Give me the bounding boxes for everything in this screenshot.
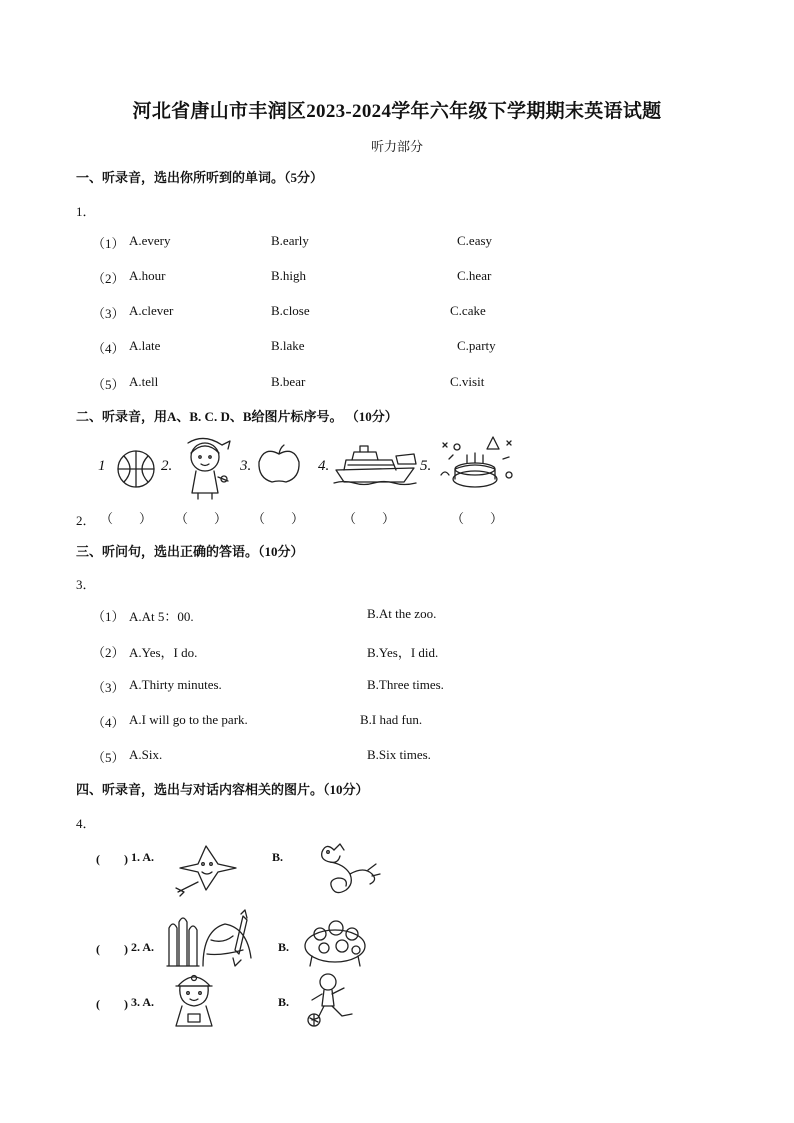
part3-item-number: （4）	[92, 715, 125, 730]
part3-option-b[interactable]: B.I had fun.	[360, 712, 423, 727]
part3-option-a[interactable]: A.Thirty minutes.	[129, 677, 222, 692]
part1-option-b[interactable]: B.lake	[271, 338, 305, 353]
ship-icon	[334, 444, 418, 484]
basketball-icon	[116, 449, 156, 489]
part3-heading: 三、听问句，选出正确的答语。（10分）	[76, 544, 304, 559]
part1-question-number: 1．	[76, 204, 96, 219]
picture-number: 2.	[161, 458, 173, 474]
football-boy-icon	[304, 972, 360, 1028]
answer-blank[interactable]: （ ）	[175, 511, 228, 526]
dragon-icon	[318, 840, 382, 898]
food-table-icon	[302, 916, 368, 966]
part2-heading: 二、听录音，用A、B. C. D、B给图片标序号。 （10分）	[76, 409, 398, 424]
part1-option-c[interactable]: C.visit	[450, 374, 485, 389]
picture-number: 3.	[240, 458, 252, 474]
part3-question-number: 3．	[76, 577, 96, 592]
part1-item-number: （3）	[92, 306, 125, 321]
answer-paren[interactable]: ( )	[96, 852, 128, 866]
answer-paren[interactable]: ( )	[96, 942, 128, 956]
picture-number: 5.	[420, 458, 432, 474]
part1-option-b[interactable]: B.high	[271, 268, 307, 283]
soldier-icon	[172, 970, 216, 1028]
picture-number: 4.	[318, 458, 330, 474]
part3-option-a[interactable]: A.Six.	[129, 747, 163, 762]
option-a-label: 1. A.	[131, 850, 155, 864]
part3-option-a[interactable]: A.I will go to the park.	[129, 712, 248, 727]
answer-blank[interactable]: （ ）	[451, 511, 504, 526]
part3-option-b[interactable]: B.Three times.	[367, 677, 444, 692]
part1-option-b[interactable]: B.early	[271, 233, 309, 248]
part1-item-number: （2）	[92, 271, 125, 286]
part1-option-b[interactable]: B.bear	[271, 374, 306, 389]
part1-option-a[interactable]: A.hour	[129, 268, 166, 283]
part1-option-c[interactable]: C.easy	[457, 233, 493, 248]
kite-icon	[172, 842, 238, 896]
part3-item-number: （2）	[92, 645, 125, 660]
part3-option-b[interactable]: B.At the zoo.	[367, 606, 437, 621]
part1-option-a[interactable]: A.late	[129, 338, 161, 353]
part3-item-number: （1）	[92, 609, 125, 624]
girl-icon	[178, 437, 234, 499]
apple-icon	[256, 444, 302, 484]
part1-option-c[interactable]: C.party	[457, 338, 496, 353]
rocket-globe-icon	[163, 910, 255, 968]
option-b-label: B.	[278, 940, 290, 954]
answer-blank[interactable]: （ ）	[343, 511, 396, 526]
part1-heading: 一、听录音，选出你所听到的单词。（5分）	[76, 170, 324, 185]
part1-option-a[interactable]: A.every	[129, 233, 171, 248]
part4-heading: 四、听录音，选出与对话内容相关的图片。（10分）	[76, 782, 369, 797]
option-a-label: 3. A.	[131, 995, 155, 1009]
party-cake-icon	[437, 435, 519, 493]
option-b-label: B.	[278, 995, 290, 1009]
page-title: 河北省唐山市丰润区2023-2024学年六年级下学期期末英语试题	[132, 101, 662, 122]
part1-option-a[interactable]: A.tell	[129, 374, 159, 389]
part3-option-b[interactable]: B.Yes，I did.	[367, 645, 439, 660]
option-b-label: B.	[272, 850, 284, 864]
part3-option-b[interactable]: B.Six times.	[367, 747, 431, 762]
answer-blank[interactable]: （ ）	[100, 511, 153, 526]
part2-question-number: 2．	[76, 513, 96, 528]
answer-blank[interactable]: （ ）	[252, 511, 305, 526]
part3-item-number: （5）	[92, 750, 125, 765]
part1-option-c[interactable]: C.hear	[457, 268, 492, 283]
part4-question-number: 4．	[76, 816, 96, 831]
part3-option-a[interactable]: A.Yes，I do.	[129, 645, 198, 660]
section-subtitle: 听力部分	[370, 139, 423, 154]
option-a-label: 2. A.	[131, 940, 155, 954]
part3-option-a[interactable]: A.At 5：00.	[129, 609, 194, 624]
part1-option-a[interactable]: A.clever	[129, 303, 174, 318]
part1-item-number: （1）	[92, 236, 125, 251]
part1-item-number: （5）	[92, 377, 125, 392]
answer-paren[interactable]: ( )	[96, 997, 128, 1011]
picture-number: 1	[98, 458, 106, 474]
part1-item-number: （4）	[92, 341, 125, 356]
part1-option-c[interactable]: C.cake	[450, 303, 486, 318]
part1-option-b[interactable]: B.close	[271, 303, 310, 318]
part3-item-number: （3）	[92, 680, 125, 695]
